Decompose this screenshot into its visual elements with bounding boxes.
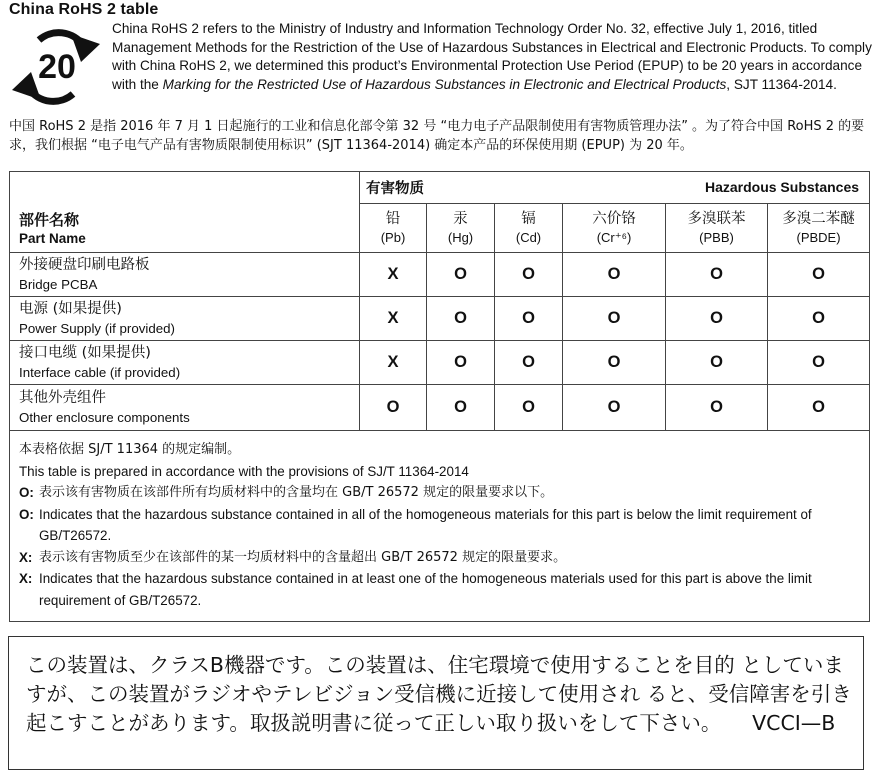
mark-cell: O: [563, 341, 666, 385]
note-x-zh-row: [19, 547, 860, 569]
substance-name: 镉: [521, 211, 536, 227]
table-notes: [10, 431, 870, 622]
mark-cell: O: [768, 297, 870, 341]
mark-cell: O: [495, 385, 563, 431]
table-row: [10, 385, 870, 431]
vcci-notice-text: [26, 651, 858, 738]
substance-symbol: (PBDE): [796, 230, 841, 245]
part-name-en: Power Supply (if provided): [19, 320, 175, 336]
note-o-key: O:: [19, 506, 34, 522]
mark-cell: O: [563, 385, 666, 431]
mark-cell: O: [768, 341, 870, 385]
mark-cell: O: [768, 253, 870, 297]
mark-cell: O: [427, 341, 495, 385]
vcci-notice-box: [8, 636, 864, 770]
part-name-zh: 电源 (如果提供): [19, 300, 122, 317]
part-name-zh: 外接硬盘印刷电路板: [19, 256, 150, 273]
substance-name: 铅: [385, 211, 401, 227]
mark-cell: O: [495, 253, 563, 297]
hazardous-substances-header-zh: 有害物质: [366, 181, 424, 197]
substance-symbol: (Hg): [447, 230, 474, 245]
part-name-header: [10, 172, 360, 253]
mark-cell: O: [666, 297, 768, 341]
intro-english-part1: China RoHS 2 refers to the Ministry of Industry and Information Technology Order No. 32, effective July 1, 2016, titled Management Methods for the Restriction of the Use of Hazardous Substances in Electrical and Electronic Products. To comply with China RoHS 2, we determined this product’s Environmental Protection Use Period (EPUP) to be 20 years in accordance with the: [112, 21, 872, 92]
substance-name: 六价铬: [592, 211, 636, 227]
part-name-en: Bridge PCBA: [19, 276, 98, 292]
mark-cell: O: [666, 341, 768, 385]
note-o-key: O:: [19, 485, 34, 500]
mark-cell: X: [360, 341, 427, 385]
hazardous-substances-header: [360, 172, 870, 204]
mark-cell: O: [427, 253, 495, 297]
note-o-zh-row: [19, 482, 860, 504]
substance-symbol: (PBB): [699, 230, 734, 245]
part-cell: [10, 253, 360, 297]
substance-header-pbb: [666, 204, 768, 253]
rohs-table: [9, 171, 870, 622]
mark-cell: O: [427, 385, 495, 431]
note-standard-en: This table is prepared in accordance with the provisions of SJ/T 11364-2014: [19, 463, 469, 479]
notes-row: [10, 431, 870, 622]
substance-header-chromium: [563, 204, 666, 253]
note-x-key: X:: [19, 549, 33, 565]
mark-cell: O: [563, 297, 666, 341]
note-o-en: Indicates that the hazardous substance contained in all of the homogeneous materials for this part is below the limit requirement of GB/T26572.: [39, 506, 812, 543]
page-title: China RoHS 2 table: [9, 1, 159, 18]
mark-cell: O: [768, 385, 870, 431]
substance-header-pbde: [768, 204, 870, 253]
mark-cell: O: [666, 385, 768, 431]
part-name-header-zh: 部件名称: [19, 211, 80, 229]
mark-cell: O: [495, 341, 563, 385]
note-x-zh: 表示该有害物质至少在该部件的某一均质材料中的含量超出 GB/T 26572 规定的限量要求。: [39, 549, 567, 565]
hazardous-substances-header-en: Hazardous Substances: [704, 179, 860, 195]
note-o-en-row: [19, 504, 860, 547]
substance-header-lead: [360, 204, 427, 253]
mark-cell: O: [666, 253, 768, 297]
mark-cell: X: [360, 297, 427, 341]
substance-name: 多溴联苯: [687, 211, 746, 227]
mark-cell: X: [360, 253, 427, 297]
substance-symbol: (Cr⁺⁶): [596, 230, 632, 245]
logo-number: 20: [38, 48, 76, 86]
substance-symbol: (Cd): [515, 230, 542, 245]
vcci-class-label: VCCI—B: [752, 711, 836, 735]
vcci-statement: この装置は、クラスB機器です。この装置は、住宅環境で使用することを目的 としていますが、この装置がラジオやテレビジョン受信機に近接して使用され ると、受信障害を引き起こすことがあります。取扱説明書に従って正しい取り扱いをして下さい。: [26, 653, 852, 735]
part-cell: [10, 341, 360, 385]
intro-chinese: 中国 RoHS 2 是指 2016 年 7 月 1 日起施行的工业和信息化部令第 32 号 “电力电子产品限制使用有害物质管理办法” 。为了符合中国 RoHS 2 的要求，我们根据 “电子电气产品有害物质限制使用标识” (SJT 11364-2014) 确定本产品的环保使用期 (EPUP) 为 20 年。: [9, 119, 865, 153]
table-row: [10, 297, 870, 341]
part-cell: [10, 297, 360, 341]
substance-symbol: (Pb): [380, 230, 406, 245]
intro-english-standard-title: Marking for the Restricted Use of Hazardous Substances in Electronic and Electrical Products: [162, 76, 727, 92]
note-standard-zh: 本表格依据 SJ/T 11364 的规定编制。: [19, 442, 241, 457]
mark-cell: O: [427, 297, 495, 341]
note-o-zh: 表示该有害物质在该部件所有均质材料中的含量均在 GB/T 26572 规定的限量要求以下。: [39, 485, 554, 500]
note-x-en: Indicates that the hazardous substance contained in at least one of the homogeneous materials used for this part is above the limit requirement of GB/T26572.: [39, 571, 812, 608]
note-x-en-row: [19, 568, 860, 611]
mark-cell: O: [563, 253, 666, 297]
substance-header-mercury: [427, 204, 495, 253]
part-name-en: Interface cable (if provided): [19, 364, 181, 380]
part-cell: [10, 385, 360, 431]
note-x-key: X:: [19, 571, 33, 586]
substance-name: 汞: [453, 211, 468, 227]
mark-cell: O: [360, 385, 427, 431]
part-name-en: Other enclosure components: [19, 409, 190, 425]
substance-name: 多溴二苯醚: [782, 211, 855, 227]
part-name-header-en: Part Name: [19, 231, 86, 246]
epup-20-years-arrow-circle-icon: [8, 24, 104, 106]
substance-header-cadmium: [495, 204, 563, 253]
part-name-zh: 其他外壳组件: [19, 389, 106, 406]
intro-english-part2: , SJT 11364-2014.: [726, 76, 837, 92]
part-name-zh: 接口电缆 (如果提供): [19, 344, 151, 361]
table-row: [10, 341, 870, 385]
mark-cell: O: [495, 297, 563, 341]
intro-english: [112, 20, 872, 94]
table-row: [10, 253, 870, 297]
